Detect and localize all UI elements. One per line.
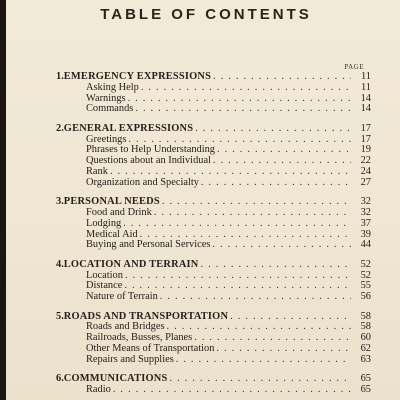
book-page — [6, 0, 400, 400]
section-page-number: 65 — [360, 373, 371, 385]
entry-page-number: 17 — [360, 133, 371, 145]
entry-label: Roads and Bridges — [86, 321, 165, 333]
toc-entry[interactable] — [56, 83, 371, 94]
dot-leader — [194, 333, 351, 344]
entry-label: Medical Aid — [86, 228, 138, 240]
entry-label: Commands — [86, 103, 134, 115]
section-number: 1. — [56, 71, 64, 82]
dot-leader — [135, 104, 351, 115]
section-page-number: 32 — [360, 196, 371, 208]
section-page-number: 58 — [360, 310, 371, 322]
table-of-contents — [56, 72, 371, 396]
section-title: ROADS AND TRANSPORTATION — [63, 310, 229, 322]
entry-page-number: 11 — [360, 81, 371, 93]
entry-page-number: 55 — [360, 280, 371, 292]
entry-label: Distance — [86, 280, 123, 292]
section-number: 6. — [56, 373, 64, 385]
dot-leader — [213, 156, 351, 167]
toc-entry[interactable] — [56, 104, 371, 115]
toc-section-2[interactable] — [56, 124, 371, 135]
entry-page-number: 37 — [360, 217, 371, 229]
section-title: PERSONAL NEEDS — [63, 196, 160, 208]
toc-entry[interactable] — [56, 355, 371, 366]
entry-label: Other Means of Transportation — [86, 342, 215, 354]
entry-label: Food and Drink — [86, 206, 152, 218]
entry-label: Radio — [86, 383, 111, 395]
toc-entry[interactable] — [56, 385, 371, 396]
dot-leader — [160, 292, 351, 303]
dot-leader — [176, 355, 351, 366]
toc-entry[interactable] — [56, 219, 371, 230]
section-number: 3. — [56, 196, 64, 208]
dot-leader — [201, 178, 351, 189]
section-number: 2. — [56, 122, 64, 134]
page-column-header: PAGE — [344, 63, 364, 71]
dot-leader — [125, 271, 351, 282]
dot-leader — [154, 208, 351, 219]
page-title: TABLE OF CONTENTS — [100, 6, 312, 23]
entry-page-number: 39 — [360, 228, 371, 240]
dot-leader — [113, 385, 351, 396]
dot-leader — [217, 145, 351, 156]
section-title: EMERGENCY EXPRESSIONS — [63, 71, 212, 82]
entry-label: Phrases to Help Understanding — [86, 144, 215, 156]
section-page-number: 11 — [360, 71, 371, 82]
entry-page-number: 44 — [360, 239, 371, 251]
entry-label: Rank — [86, 165, 108, 177]
entry-page-number: 58 — [360, 321, 371, 333]
dot-leader — [128, 94, 351, 105]
entry-label: Repairs and Supplies — [86, 353, 174, 365]
dot-leader — [213, 72, 351, 83]
entry-page-number: 52 — [360, 269, 371, 281]
dot-leader — [195, 124, 351, 135]
entry-label: Questions about an Individual — [86, 155, 211, 167]
entry-label: Location — [86, 269, 123, 281]
dot-leader — [124, 281, 351, 292]
section-title: GENERAL EXPRESSIONS — [63, 122, 194, 134]
entry-page-number: 24 — [360, 165, 371, 177]
entry-page-number: 19 — [360, 144, 371, 156]
entry-label: Lodging — [86, 217, 122, 229]
entry-page-number: 14 — [360, 92, 371, 104]
dot-leader — [167, 322, 352, 333]
entry-label: Organization and Specialty — [86, 176, 199, 188]
entry-label: Warnings — [86, 92, 126, 104]
dot-leader — [123, 219, 351, 230]
entry-page-number: 60 — [360, 332, 371, 344]
entry-label: Nature of Terrain — [86, 291, 158, 303]
dot-leader — [230, 312, 351, 323]
toc-entry[interactable] — [56, 292, 371, 303]
entry-page-number: 63 — [360, 353, 371, 365]
toc-entry[interactable] — [56, 240, 371, 251]
toc-section-4[interactable] — [56, 260, 371, 271]
entry-page-number: 32 — [360, 206, 371, 218]
entry-label: Greetings — [86, 133, 127, 145]
entry-page-number: 14 — [360, 103, 371, 115]
dot-leader — [169, 374, 351, 385]
dot-leader — [200, 260, 351, 271]
section-title: COMMUNICATIONS — [63, 373, 168, 385]
entry-label: Buying and Personal Services — [86, 239, 211, 251]
dot-leader — [216, 344, 351, 355]
entry-page-number: 22 — [360, 155, 371, 167]
section-page-number: 52 — [360, 258, 371, 270]
entry-page-number: 27 — [360, 176, 371, 188]
dot-leader — [141, 83, 351, 94]
toc-entry[interactable] — [56, 178, 371, 189]
entry-label: Railroads, Busses, Planes — [86, 332, 193, 344]
entry-page-number: 62 — [360, 342, 371, 354]
dot-leader — [162, 197, 351, 208]
entry-label: Asking Help — [86, 81, 139, 93]
entry-page-number: 56 — [360, 291, 371, 303]
section-page-number: 17 — [360, 122, 371, 134]
dot-leader — [212, 240, 351, 251]
entry-page-number: 65 — [360, 383, 371, 395]
section-number: 4. — [56, 258, 64, 270]
section-number: 5. — [56, 310, 64, 322]
section-title: LOCATION AND TERRAIN — [63, 258, 199, 270]
